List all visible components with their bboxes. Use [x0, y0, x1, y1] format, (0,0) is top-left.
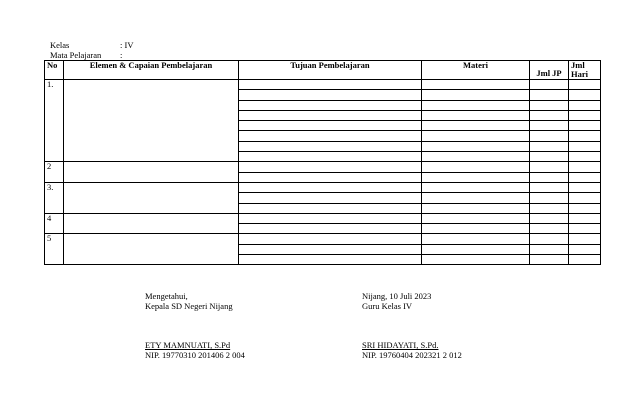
table-body: [45, 80, 601, 265]
jml-hari-cell: [569, 244, 601, 254]
header-tujuan: Tujuan Pembelajaran: [239, 61, 422, 80]
jml-jp-cell: [530, 203, 569, 213]
table-row: [45, 80, 601, 90]
signature-right: [362, 291, 462, 360]
kelas-label: Kelas: [50, 40, 70, 50]
materi-cell: [422, 234, 530, 244]
row-number: 3.: [45, 182, 64, 213]
table-row: [45, 162, 601, 172]
tujuan-cell: [239, 255, 422, 265]
jml-jp-cell: [530, 162, 569, 172]
materi-cell: [422, 203, 530, 213]
elemen-cell: [64, 213, 239, 234]
mata-pelajaran-label: Mata Pelajaran: [50, 50, 102, 60]
mata-pelajaran-value: :: [120, 50, 123, 60]
header-jml-hari: Jml Hari: [569, 61, 601, 80]
header-no: No: [45, 61, 64, 80]
table-row: [45, 234, 601, 244]
jml-hari-cell: [569, 213, 601, 223]
materi-cell: [422, 213, 530, 223]
row-number: 5: [45, 234, 64, 265]
jml-hari-cell: [569, 234, 601, 244]
materi-cell: [422, 90, 530, 100]
materi-cell: [422, 80, 530, 90]
jml-hari-cell: [569, 121, 601, 131]
jml-jp-cell: [530, 172, 569, 182]
jml-hari-cell: [569, 172, 601, 182]
materi-cell: [422, 121, 530, 131]
jml-hari-cell: [569, 224, 601, 234]
tujuan-cell: [239, 172, 422, 182]
header-jml-jp: Jml JP: [530, 61, 569, 80]
jml-hari-cell: [569, 162, 601, 172]
jml-jp-cell: [530, 182, 569, 192]
tujuan-cell: [239, 193, 422, 203]
materi-cell: [422, 141, 530, 151]
signature-right-name: SRI HIDAYATI, S.Pd.: [362, 340, 439, 350]
tujuan-cell: [239, 234, 422, 244]
jml-hari-cell: [569, 110, 601, 120]
tujuan-cell: [239, 244, 422, 254]
jml-jp-cell: [530, 213, 569, 223]
elemen-cell: [64, 80, 239, 162]
kelas-line: [50, 40, 133, 50]
jml-hari-cell: [569, 80, 601, 90]
row-number: 2: [45, 162, 64, 183]
materi-cell: [422, 152, 530, 162]
jml-jp-cell: [530, 224, 569, 234]
jml-hari-cell: [569, 193, 601, 203]
jml-hari-cell: [569, 131, 601, 141]
jml-hari-cell: [569, 90, 601, 100]
materi-cell: [422, 224, 530, 234]
jml-jp-cell: [530, 141, 569, 151]
table-header-row: [45, 61, 601, 80]
elemen-cell: [64, 162, 239, 183]
materi-cell: [422, 172, 530, 182]
jml-hari-cell: [569, 203, 601, 213]
jml-jp-cell: [530, 255, 569, 265]
jml-jp-cell: [530, 244, 569, 254]
tujuan-cell: [239, 224, 422, 234]
header-elemen: Elemen & Capaian Pembelajaran: [64, 61, 239, 80]
jml-jp-cell: [530, 80, 569, 90]
tujuan-cell: [239, 121, 422, 131]
header-materi: Materi: [422, 61, 530, 80]
tujuan-cell: [239, 203, 422, 213]
tujuan-cell: [239, 162, 422, 172]
elemen-cell: [64, 234, 239, 265]
jml-jp-cell: [530, 234, 569, 244]
signature-left-name: ETY MAMNUATI, S.Pd: [145, 340, 231, 350]
tujuan-cell: [239, 90, 422, 100]
jml-hari-cell: [569, 152, 601, 162]
materi-cell: [422, 193, 530, 203]
signature-right-line1: Nijang, 10 Juli 2023: [362, 291, 432, 301]
jml-jp-cell: [530, 152, 569, 162]
materi-cell: [422, 162, 530, 172]
jml-hari-cell: [569, 182, 601, 192]
tujuan-cell: [239, 100, 422, 110]
materi-cell: [422, 110, 530, 120]
materi-cell: [422, 255, 530, 265]
signature-right-line2: Guru Kelas IV: [362, 301, 413, 311]
tujuan-cell: [239, 80, 422, 90]
jml-jp-cell: [530, 110, 569, 120]
tujuan-cell: [239, 152, 422, 162]
learning-plan-table: [44, 60, 601, 265]
tujuan-cell: [239, 110, 422, 120]
signature-left: [145, 291, 245, 360]
materi-cell: [422, 182, 530, 192]
row-number: 4: [45, 213, 64, 234]
jml-hari-cell: [569, 255, 601, 265]
table-row: [45, 182, 601, 192]
kelas-value: : IV: [120, 40, 134, 50]
mata-pelajaran-line: [50, 50, 122, 60]
jml-hari-cell: [569, 100, 601, 110]
jml-jp-cell: [530, 100, 569, 110]
signature-left-line2: Kepala SD Negeri Nijang: [145, 301, 233, 311]
tujuan-cell: [239, 213, 422, 223]
materi-cell: [422, 244, 530, 254]
tujuan-cell: [239, 182, 422, 192]
signature-right-nip: NIP. 19760404 202321 2 012: [362, 350, 462, 360]
row-number: 1.: [45, 80, 64, 162]
signature-left-nip: NIP. 19770310 201406 2 004: [145, 350, 245, 360]
tujuan-cell: [239, 131, 422, 141]
signature-left-line1: Mengetahui,: [145, 291, 188, 301]
materi-cell: [422, 100, 530, 110]
jml-jp-cell: [530, 90, 569, 100]
jml-jp-cell: [530, 193, 569, 203]
materi-cell: [422, 131, 530, 141]
jml-hari-cell: [569, 141, 601, 151]
table-row: [45, 213, 601, 223]
elemen-cell: [64, 182, 239, 213]
jml-jp-cell: [530, 131, 569, 141]
tujuan-cell: [239, 141, 422, 151]
jml-jp-cell: [530, 121, 569, 131]
